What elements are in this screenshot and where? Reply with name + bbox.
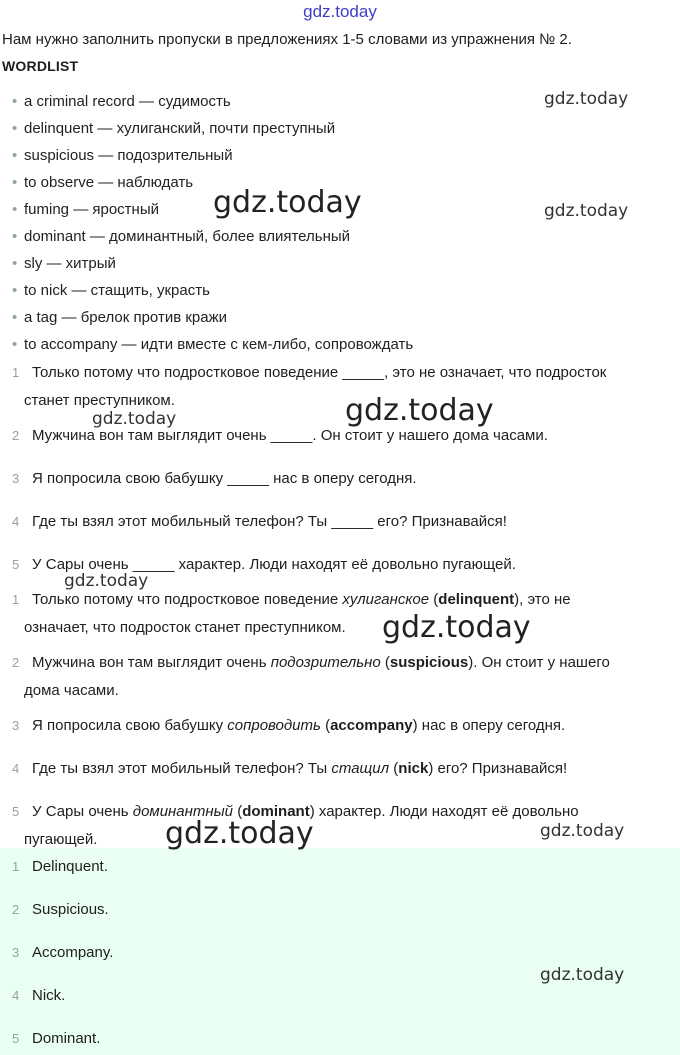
solution-number: 4 [12, 761, 20, 776]
intro-text: Нам нужно заполнить пропуски в предложениях 1-5 словами из упражнения № 2. [2, 31, 572, 48]
bullet-icon: • [12, 336, 18, 353]
solution-number: 2 [12, 655, 20, 670]
wordlist-item: • suspicious — подозрительный [12, 147, 233, 164]
wordlist-item: • to observe — наблюдать [12, 174, 194, 191]
exercise-number: 4 [12, 514, 20, 529]
bullet-icon: • [12, 309, 18, 326]
bullet-icon: • [12, 201, 18, 218]
watermark: gdz.today [382, 610, 531, 645]
watermark: gdz.today [544, 201, 629, 221]
answer-item: 3 Accompany. [12, 944, 114, 961]
bullet-icon: • [12, 174, 18, 191]
solution-number: 1 [12, 592, 20, 607]
watermark: gdz.today [540, 965, 625, 985]
exercise-item: 2 Мужчина вон там выглядит очень _____. Он стоит у нашего дома часами. [12, 422, 672, 450]
bullet-icon: • [12, 120, 18, 137]
wordlist-item: • to accompany — идти вместе с кем-либо, сопровождать [12, 336, 414, 353]
exercise-number: 2 [12, 428, 20, 443]
exercise-number: 1 [12, 365, 20, 380]
wordlist-item: • a tag — брелок против кражи [12, 309, 227, 326]
watermark: gdz.today [165, 816, 314, 851]
solution-item: 1 Только потому что подростковое поведение хулиганское (delinquent), это не означает, что подросток станет преступником. [12, 586, 672, 642]
answer-item: 2 Suspicious. [12, 901, 109, 918]
bullet-icon: • [12, 228, 18, 245]
answer-item: 4 Nick. [12, 987, 66, 1004]
watermark: gdz.today [213, 185, 362, 220]
answer-item: 5 Dominant. [12, 1030, 101, 1047]
watermark: gdz.today [544, 89, 629, 109]
solution-item: 2 Мужчина вон там выглядит очень подозрительно (suspicious). Он стоит у нашего дома часами. [12, 649, 672, 705]
solution-number: 5 [12, 804, 20, 819]
solution-number: 3 [12, 718, 20, 733]
exercise-item: 1 Только потому что подростковое поведение _____, это не означает, что подросток станет преступником. [12, 359, 672, 415]
answer-item: 1 Delinquent. [12, 858, 108, 875]
exercise-item: 3 Я попросила свою бабушку _____ нас в оперу сегодня. [12, 465, 672, 493]
wordlist-item: • delinquent — хулиганский, почти преступный [12, 120, 336, 137]
exercise-item: 5 У Сары очень _____ характер. Люди находят её довольно пугающей. [12, 551, 672, 579]
wordlist-item: • to nick — стащить, украсть [12, 282, 210, 299]
bullet-icon: • [12, 147, 18, 164]
exercise-item: 4 Где ты взял этот мобильный телефон? Ты _____ его? Признавайся! [12, 508, 672, 536]
wordlist-item: • fuming — яростный [12, 201, 159, 218]
solution-item: 5 У Сары очень доминантный (dominant) характер. Люди находят её довольно пугающей. [12, 798, 672, 854]
bullet-icon: • [12, 93, 18, 110]
wordlist-title: WORDLIST [2, 58, 79, 74]
wordlist-item: • a criminal record — судимость [12, 93, 231, 110]
wordlist-item: • dominant — доминантный, более влиятельный [12, 228, 351, 245]
exercise-number: 3 [12, 471, 20, 486]
exercise-number: 5 [12, 557, 20, 572]
bullet-icon: • [12, 255, 18, 272]
watermark: gdz.today [345, 393, 494, 428]
solution-item: 3 Я попросила свою бабушку сопроводить (accompany) нас в оперу сегодня. [12, 712, 672, 740]
solution-item: 4 Где ты взял этот мобильный телефон? Ты стащил (nick) его? Признавайся! [12, 755, 672, 783]
watermark: gdz.today [540, 821, 625, 841]
watermark: gdz.today [64, 571, 149, 591]
watermark: gdz.today [92, 409, 177, 429]
bullet-icon: • [12, 282, 18, 299]
top-watermark: gdz.today [303, 2, 377, 21]
wordlist-item: • sly — хитрый [12, 255, 116, 272]
